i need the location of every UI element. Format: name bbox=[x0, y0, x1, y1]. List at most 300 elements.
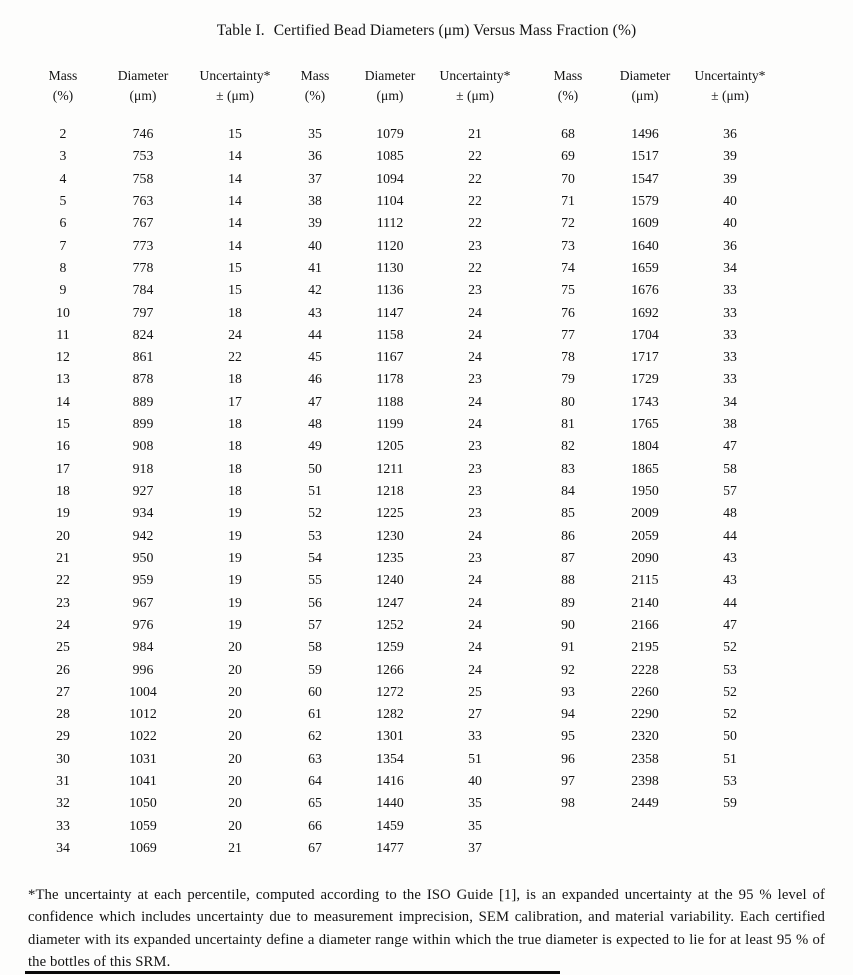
uncertainty-cell: 19 bbox=[228, 616, 242, 632]
uncertainty-cell: 19 bbox=[228, 505, 242, 521]
diameter-cell: 918 bbox=[132, 460, 154, 476]
uncertainty-cell: 24 bbox=[468, 661, 482, 677]
diameter-cell: 1085 bbox=[376, 148, 404, 164]
uncertainty-cell: 24 bbox=[468, 594, 482, 610]
uncertainty-cell: 24 bbox=[468, 326, 482, 342]
mass-cell: 16 bbox=[56, 438, 70, 454]
diameter-cell: 1266 bbox=[376, 661, 404, 677]
diameter-cell: 763 bbox=[132, 192, 154, 208]
uncertainty-cell: 15 bbox=[228, 259, 242, 275]
diameter-cell: 1259 bbox=[376, 639, 404, 655]
uncertainty-cell: 50 bbox=[723, 728, 737, 744]
diameter-cell: 1225 bbox=[376, 505, 404, 521]
mass-cell: 76 bbox=[561, 304, 575, 320]
mass-cell: 78 bbox=[561, 349, 575, 365]
mass-cell: 75 bbox=[561, 282, 575, 298]
diameter-cell: 934 bbox=[132, 505, 154, 521]
mass-cell: 17 bbox=[56, 460, 70, 476]
diameter-cell: 996 bbox=[132, 661, 154, 677]
uncertainty-cell: 23 bbox=[468, 549, 482, 565]
mass-cell: 85 bbox=[561, 505, 575, 521]
uncertainty-cell: 19 bbox=[228, 572, 242, 588]
mass-cell: 86 bbox=[561, 527, 575, 543]
diameter-cell: 2398 bbox=[631, 773, 659, 789]
mass-cell: 90 bbox=[561, 616, 575, 632]
diameter-cell: 1659 bbox=[631, 259, 659, 275]
mass-cell: 27 bbox=[56, 683, 70, 699]
mass-cell: 49 bbox=[308, 438, 322, 454]
table-number: Table I. bbox=[216, 22, 265, 39]
mass-cell: 15 bbox=[56, 416, 70, 432]
diameter-cell: 1804 bbox=[631, 438, 659, 454]
uncertainty-cell: 52 bbox=[723, 683, 737, 699]
uncertainty-cell: 22 bbox=[468, 170, 482, 186]
uncertainty-cell: 18 bbox=[228, 483, 242, 498]
uncertainty-cell: 20 bbox=[228, 773, 242, 789]
diameter-cell: 1729 bbox=[631, 371, 659, 387]
uncertainty-cell: 36 bbox=[723, 126, 737, 141]
mass-cell: 63 bbox=[308, 750, 322, 766]
mass-cell: 84 bbox=[561, 483, 575, 498]
mass-cell: 43 bbox=[308, 304, 322, 320]
mass-cell: 23 bbox=[56, 594, 70, 610]
mass-cell: 93 bbox=[561, 683, 575, 699]
uncertainty-cell: 18 bbox=[228, 304, 242, 320]
mass-cell: 40 bbox=[308, 237, 322, 253]
uncertainty-cell: 20 bbox=[228, 817, 242, 833]
uncertainty-cell: 14 bbox=[228, 237, 242, 253]
diameter-cell: 1218 bbox=[376, 483, 404, 498]
column-group-header bbox=[280, 66, 520, 106]
uncertainty-cell: 39 bbox=[723, 170, 737, 186]
uncertainty-cell: 18 bbox=[228, 438, 242, 454]
mass-cell: 94 bbox=[561, 706, 575, 722]
mass-cell: 32 bbox=[56, 795, 70, 811]
diameter-cell: 1012 bbox=[129, 706, 157, 722]
uncertainty-cell: 24 bbox=[468, 393, 482, 409]
mass-cell: 26 bbox=[56, 661, 70, 677]
uncertainty-cell: 57 bbox=[723, 483, 737, 498]
diameter-cell: 1459 bbox=[376, 817, 404, 833]
mass-cell: 60 bbox=[308, 683, 322, 699]
diameter-cell: 2260 bbox=[631, 683, 659, 699]
mass-cell: 37 bbox=[308, 170, 322, 186]
diameter-cell: 1692 bbox=[631, 304, 659, 320]
mass-cell: 81 bbox=[561, 416, 575, 432]
uncertainty-cell: 15 bbox=[228, 126, 242, 141]
diameter-cell: 2228 bbox=[631, 661, 659, 677]
diameter-cell: 1676 bbox=[631, 282, 659, 298]
diameter-unit: (μm) bbox=[129, 88, 157, 103]
mass-cell: 28 bbox=[56, 706, 70, 722]
table-header-row bbox=[30, 66, 773, 106]
uncertainty-cell: 39 bbox=[723, 148, 737, 164]
mass-cell: 57 bbox=[308, 616, 322, 632]
uncertainty-cell: 58 bbox=[723, 460, 737, 476]
uncertainty-cell: 33 bbox=[723, 326, 737, 342]
mass-cell: 36 bbox=[308, 148, 322, 164]
diameter-cell: 1158 bbox=[376, 326, 404, 342]
mass-cell: 20 bbox=[56, 527, 70, 543]
diameter-cell: 1069 bbox=[129, 840, 157, 855]
mass-header: Mass bbox=[48, 68, 78, 83]
diameter-cell: 2358 bbox=[631, 750, 659, 766]
uncertainty-unit: ± (μm) bbox=[456, 88, 494, 103]
diameter-cell: 950 bbox=[132, 549, 154, 565]
mass-cell: 61 bbox=[308, 706, 322, 722]
table-caption: Certified Bead Diameters (μm) Versus Mass Fraction (%) bbox=[273, 22, 637, 39]
diameter-cell: 942 bbox=[132, 527, 154, 543]
mass-cell: 8 bbox=[59, 259, 67, 275]
diameter-cell: 2009 bbox=[631, 505, 659, 521]
diameter-cell: 1136 bbox=[376, 282, 404, 298]
uncertainty-cell: 22 bbox=[468, 192, 482, 208]
uncertainty-cell: 21 bbox=[228, 840, 242, 855]
mass-cell: 87 bbox=[561, 549, 575, 565]
mass-cell: 64 bbox=[308, 773, 322, 789]
diameter-unit: (μm) bbox=[376, 88, 404, 103]
uncertainty-cell: 40 bbox=[468, 773, 482, 789]
uncertainty-cell: 33 bbox=[723, 349, 737, 365]
mass-cell: 12 bbox=[56, 349, 70, 365]
mass-cell: 72 bbox=[561, 215, 575, 231]
uncertainty-cell: 43 bbox=[723, 572, 737, 588]
mass-cell: 3 bbox=[59, 148, 67, 164]
uncertainty-cell: 24 bbox=[468, 304, 482, 320]
diameter-cell: 1765 bbox=[631, 416, 659, 432]
column-group-header bbox=[533, 66, 773, 106]
mass-cell: 31 bbox=[56, 773, 70, 789]
uncertainty-cell: 23 bbox=[468, 371, 482, 387]
uncertainty-unit: ± (μm) bbox=[711, 88, 749, 103]
diameter-cell: 1416 bbox=[376, 773, 404, 789]
diameter-cell: 1031 bbox=[129, 750, 157, 766]
table-group-body bbox=[280, 123, 520, 859]
uncertainty-cell: 24 bbox=[468, 572, 482, 588]
diameter-cell: 878 bbox=[132, 371, 154, 387]
uncertainty-cell: 22 bbox=[228, 349, 242, 365]
uncertainty-cell: 43 bbox=[723, 549, 737, 565]
uncertainty-cell: 51 bbox=[723, 750, 737, 766]
diameter-cell: 758 bbox=[132, 170, 154, 186]
diameter-cell: 2320 bbox=[631, 728, 659, 744]
diameter-cell: 1120 bbox=[376, 237, 404, 253]
diameter-cell: 908 bbox=[132, 438, 154, 454]
diameter-cell: 1235 bbox=[376, 549, 404, 565]
uncertainty-cell: 17 bbox=[228, 393, 242, 409]
mass-cell: 98 bbox=[561, 795, 575, 811]
mass-cell: 55 bbox=[308, 572, 322, 588]
diameter-cell: 1477 bbox=[376, 840, 404, 855]
mass-header: Mass bbox=[300, 68, 330, 83]
mass-cell: 77 bbox=[561, 326, 575, 342]
diameter-unit: (μm) bbox=[631, 88, 659, 103]
uncertainty-cell: 47 bbox=[723, 438, 737, 454]
uncertainty-cell: 18 bbox=[228, 460, 242, 476]
uncertainty-cell: 52 bbox=[723, 639, 737, 655]
uncertainty-cell: 23 bbox=[468, 505, 482, 521]
diameter-cell: 2195 bbox=[631, 639, 659, 655]
mass-cell: 53 bbox=[308, 527, 322, 543]
mass-cell: 9 bbox=[59, 282, 67, 298]
mass-cell: 45 bbox=[308, 349, 322, 365]
mass-cell: 88 bbox=[561, 572, 575, 588]
diameter-cell: 2166 bbox=[631, 616, 659, 632]
diameter-cell: 1247 bbox=[376, 594, 404, 610]
uncertainty-cell: 22 bbox=[468, 148, 482, 164]
uncertainty-cell: 19 bbox=[228, 594, 242, 610]
uncertainty-cell: 18 bbox=[228, 416, 242, 432]
mass-cell: 65 bbox=[308, 795, 322, 811]
uncertainty-cell: 19 bbox=[228, 527, 242, 543]
uncertainty-cell: 19 bbox=[228, 549, 242, 565]
uncertainty-cell: 34 bbox=[723, 259, 737, 275]
diameter-cell: 1230 bbox=[376, 527, 404, 543]
uncertainty-cell: 59 bbox=[723, 795, 737, 811]
uncertainty-cell: 20 bbox=[228, 639, 242, 655]
uncertainty-cell: 14 bbox=[228, 148, 242, 164]
uncertainty-cell: 52 bbox=[723, 706, 737, 722]
mass-cell: 97 bbox=[561, 773, 575, 789]
mass-unit: (%) bbox=[52, 88, 74, 103]
uncertainty-cell: 23 bbox=[468, 282, 482, 298]
mass-cell: 13 bbox=[56, 371, 70, 387]
mass-cell: 71 bbox=[561, 192, 575, 208]
diameter-cell: 1104 bbox=[376, 192, 404, 208]
mass-cell: 58 bbox=[308, 639, 322, 655]
diameter-cell: 2290 bbox=[631, 706, 659, 722]
diameter-cell: 1717 bbox=[631, 349, 659, 365]
uncertainty-cell: 33 bbox=[723, 304, 737, 320]
diameter-cell: 1004 bbox=[129, 683, 157, 699]
uncertainty-cell: 35 bbox=[468, 817, 482, 833]
diameter-cell: 967 bbox=[132, 594, 154, 610]
uncertainty-cell: 14 bbox=[228, 170, 242, 186]
uncertainty-cell: 20 bbox=[228, 683, 242, 699]
mass-cell: 50 bbox=[308, 460, 322, 476]
uncertainty-cell: 24 bbox=[468, 639, 482, 655]
diameter-cell: 1950 bbox=[631, 483, 659, 498]
mass-cell: 38 bbox=[308, 192, 322, 208]
uncertainty-cell: 38 bbox=[723, 416, 737, 432]
uncertainty-cell: 23 bbox=[468, 460, 482, 476]
uncertainty-cell: 48 bbox=[723, 505, 737, 521]
mass-cell: 30 bbox=[56, 750, 70, 766]
mass-cell: 83 bbox=[561, 460, 575, 476]
mass-cell: 70 bbox=[561, 170, 575, 186]
mass-cell: 67 bbox=[308, 840, 322, 855]
diameter-cell: 797 bbox=[132, 304, 154, 320]
diameter-cell: 2140 bbox=[631, 594, 659, 610]
mass-cell: 42 bbox=[308, 282, 322, 298]
diameter-cell: 1211 bbox=[376, 460, 404, 476]
diameter-cell: 927 bbox=[132, 483, 154, 498]
diameter-cell: 1354 bbox=[376, 750, 404, 766]
diameter-cell: 1112 bbox=[376, 215, 404, 231]
diameter-cell: 1041 bbox=[129, 773, 157, 789]
diameter-cell: 1272 bbox=[376, 683, 404, 699]
mass-cell: 5 bbox=[59, 192, 67, 208]
mass-cell: 11 bbox=[56, 326, 70, 342]
mass-cell: 41 bbox=[308, 259, 322, 275]
diameter-cell: 824 bbox=[132, 326, 154, 342]
mass-header: Mass bbox=[553, 68, 583, 83]
mass-cell: 68 bbox=[561, 126, 575, 141]
mass-cell: 79 bbox=[561, 371, 575, 387]
uncertainty-cell: 44 bbox=[723, 527, 737, 543]
uncertainty-header: Uncertainty* bbox=[694, 68, 766, 83]
diameter-cell: 746 bbox=[132, 126, 154, 141]
mass-unit: (%) bbox=[557, 88, 579, 103]
uncertainty-cell: 24 bbox=[468, 349, 482, 365]
mass-cell: 46 bbox=[308, 371, 322, 387]
diameter-cell: 899 bbox=[132, 416, 154, 432]
diameter-cell: 1205 bbox=[376, 438, 404, 454]
mass-cell: 82 bbox=[561, 438, 575, 454]
diameter-cell: 976 bbox=[132, 616, 154, 632]
uncertainty-cell: 35 bbox=[468, 795, 482, 811]
diameter-cell: 1252 bbox=[376, 616, 404, 632]
table-body bbox=[30, 123, 773, 859]
uncertainty-cell: 36 bbox=[723, 237, 737, 253]
column-group-header bbox=[30, 66, 280, 106]
diameter-cell: 1199 bbox=[376, 416, 404, 432]
uncertainty-cell: 44 bbox=[723, 594, 737, 610]
mass-cell: 19 bbox=[56, 505, 70, 521]
mass-cell: 44 bbox=[308, 326, 322, 342]
uncertainty-cell: 21 bbox=[468, 126, 482, 141]
uncertainty-cell: 51 bbox=[468, 750, 482, 766]
diameter-header: Diameter bbox=[117, 68, 169, 83]
uncertainty-cell: 33 bbox=[468, 728, 482, 744]
mass-cell: 35 bbox=[308, 126, 322, 141]
mass-cell: 47 bbox=[308, 393, 322, 409]
mass-cell: 54 bbox=[308, 549, 322, 565]
uncertainty-cell: 40 bbox=[723, 215, 737, 231]
diameter-cell: 767 bbox=[132, 215, 154, 231]
mass-cell: 56 bbox=[308, 594, 322, 610]
diameter-cell: 753 bbox=[132, 148, 154, 164]
uncertainty-cell: 22 bbox=[468, 259, 482, 275]
diameter-cell: 1022 bbox=[129, 728, 157, 744]
diameter-cell: 1579 bbox=[631, 192, 659, 208]
diameter-cell: 1240 bbox=[376, 572, 404, 588]
mass-cell: 29 bbox=[56, 728, 70, 744]
diameter-cell: 1059 bbox=[129, 817, 157, 833]
mass-cell: 74 bbox=[561, 259, 575, 275]
diameter-cell: 1440 bbox=[376, 795, 404, 811]
mass-cell: 33 bbox=[56, 817, 70, 833]
mass-cell: 4 bbox=[59, 170, 67, 186]
diameter-cell: 2059 bbox=[631, 527, 659, 543]
uncertainty-header: Uncertainty* bbox=[199, 68, 271, 83]
diameter-cell: 1130 bbox=[376, 259, 404, 275]
uncertainty-cell: 18 bbox=[228, 371, 242, 387]
scan-artifact-bar bbox=[25, 971, 560, 974]
mass-cell: 10 bbox=[56, 304, 70, 320]
uncertainty-cell: 34 bbox=[723, 393, 737, 409]
mass-cell: 39 bbox=[308, 215, 322, 231]
uncertainty-cell: 47 bbox=[723, 616, 737, 632]
uncertainty-cell: 23 bbox=[468, 438, 482, 454]
diameter-cell: 778 bbox=[132, 259, 154, 275]
diameter-cell: 1517 bbox=[631, 148, 659, 164]
uncertainty-cell: 27 bbox=[468, 706, 482, 722]
mass-cell: 18 bbox=[56, 483, 70, 498]
diameter-cell: 2115 bbox=[631, 572, 659, 588]
diameter-cell: 1282 bbox=[376, 706, 404, 722]
table-title bbox=[0, 22, 853, 40]
uncertainty-cell: 40 bbox=[723, 192, 737, 208]
mass-cell: 2 bbox=[59, 126, 67, 141]
diameter-cell: 1743 bbox=[631, 393, 659, 409]
uncertainty-header: Uncertainty* bbox=[439, 68, 511, 83]
mass-cell: 22 bbox=[56, 572, 70, 588]
mass-cell: 24 bbox=[56, 616, 70, 632]
diameter-cell: 1704 bbox=[631, 326, 659, 342]
mass-cell: 89 bbox=[561, 594, 575, 610]
diameter-cell: 1547 bbox=[631, 170, 659, 186]
diameter-cell: 2090 bbox=[631, 549, 659, 565]
uncertainty-cell: 53 bbox=[723, 773, 737, 789]
uncertainty-cell: 24 bbox=[468, 416, 482, 432]
table-footnote: *The uncertainty at each percentile, computed according to the ISO Guide [1], is an expanded uncertainty at the 95 % level of confidence which includes uncertainty due to measurement imprecision, SEM calibration, and material variability. Each certified diameter with its expanded uncertainty define a diameter range within which the true diameter is expected to lie for at least 95 % of the bottles of this SRM. bbox=[28, 887, 825, 971]
uncertainty-cell: 14 bbox=[228, 192, 242, 208]
diameter-cell: 1301 bbox=[376, 728, 404, 744]
diameter-cell: 1188 bbox=[376, 393, 404, 409]
mass-cell: 91 bbox=[561, 639, 575, 655]
uncertainty-cell: 24 bbox=[468, 527, 482, 543]
uncertainty-cell: 14 bbox=[228, 215, 242, 231]
mass-cell: 96 bbox=[561, 750, 575, 766]
uncertainty-cell: 37 bbox=[468, 840, 482, 855]
diameter-cell: 1865 bbox=[631, 460, 659, 476]
diameter-cell: 1496 bbox=[631, 126, 659, 141]
mass-cell: 21 bbox=[56, 549, 70, 565]
diameter-cell: 1079 bbox=[376, 126, 404, 141]
diameter-cell: 1178 bbox=[376, 371, 404, 387]
mass-cell: 7 bbox=[59, 237, 67, 253]
mass-cell: 73 bbox=[561, 237, 575, 253]
mass-cell: 62 bbox=[308, 728, 322, 744]
mass-cell: 52 bbox=[308, 505, 322, 521]
diameter-cell: 1167 bbox=[376, 349, 404, 365]
uncertainty-cell: 20 bbox=[228, 750, 242, 766]
mass-cell: 80 bbox=[561, 393, 575, 409]
diameter-header: Diameter bbox=[619, 68, 671, 83]
diameter-cell: 784 bbox=[132, 282, 154, 298]
table-group-body bbox=[30, 123, 280, 859]
uncertainty-cell: 15 bbox=[228, 282, 242, 298]
diameter-cell: 1609 bbox=[631, 215, 659, 231]
diameter-cell: 773 bbox=[132, 237, 154, 253]
uncertainty-cell: 33 bbox=[723, 371, 737, 387]
mass-cell: 6 bbox=[59, 215, 67, 231]
table-group-body bbox=[533, 123, 773, 815]
mass-cell: 25 bbox=[56, 639, 70, 655]
diameter-cell: 861 bbox=[132, 349, 154, 365]
uncertainty-cell: 20 bbox=[228, 728, 242, 744]
mass-cell: 92 bbox=[561, 661, 575, 677]
uncertainty-cell: 20 bbox=[228, 661, 242, 677]
uncertainty-cell: 53 bbox=[723, 661, 737, 677]
mass-cell: 95 bbox=[561, 728, 575, 744]
diameter-cell: 1147 bbox=[376, 304, 404, 320]
uncertainty-cell: 20 bbox=[228, 795, 242, 811]
uncertainty-cell: 23 bbox=[468, 237, 482, 253]
uncertainty-unit: ± (μm) bbox=[216, 88, 254, 103]
mass-unit: (%) bbox=[304, 88, 326, 103]
